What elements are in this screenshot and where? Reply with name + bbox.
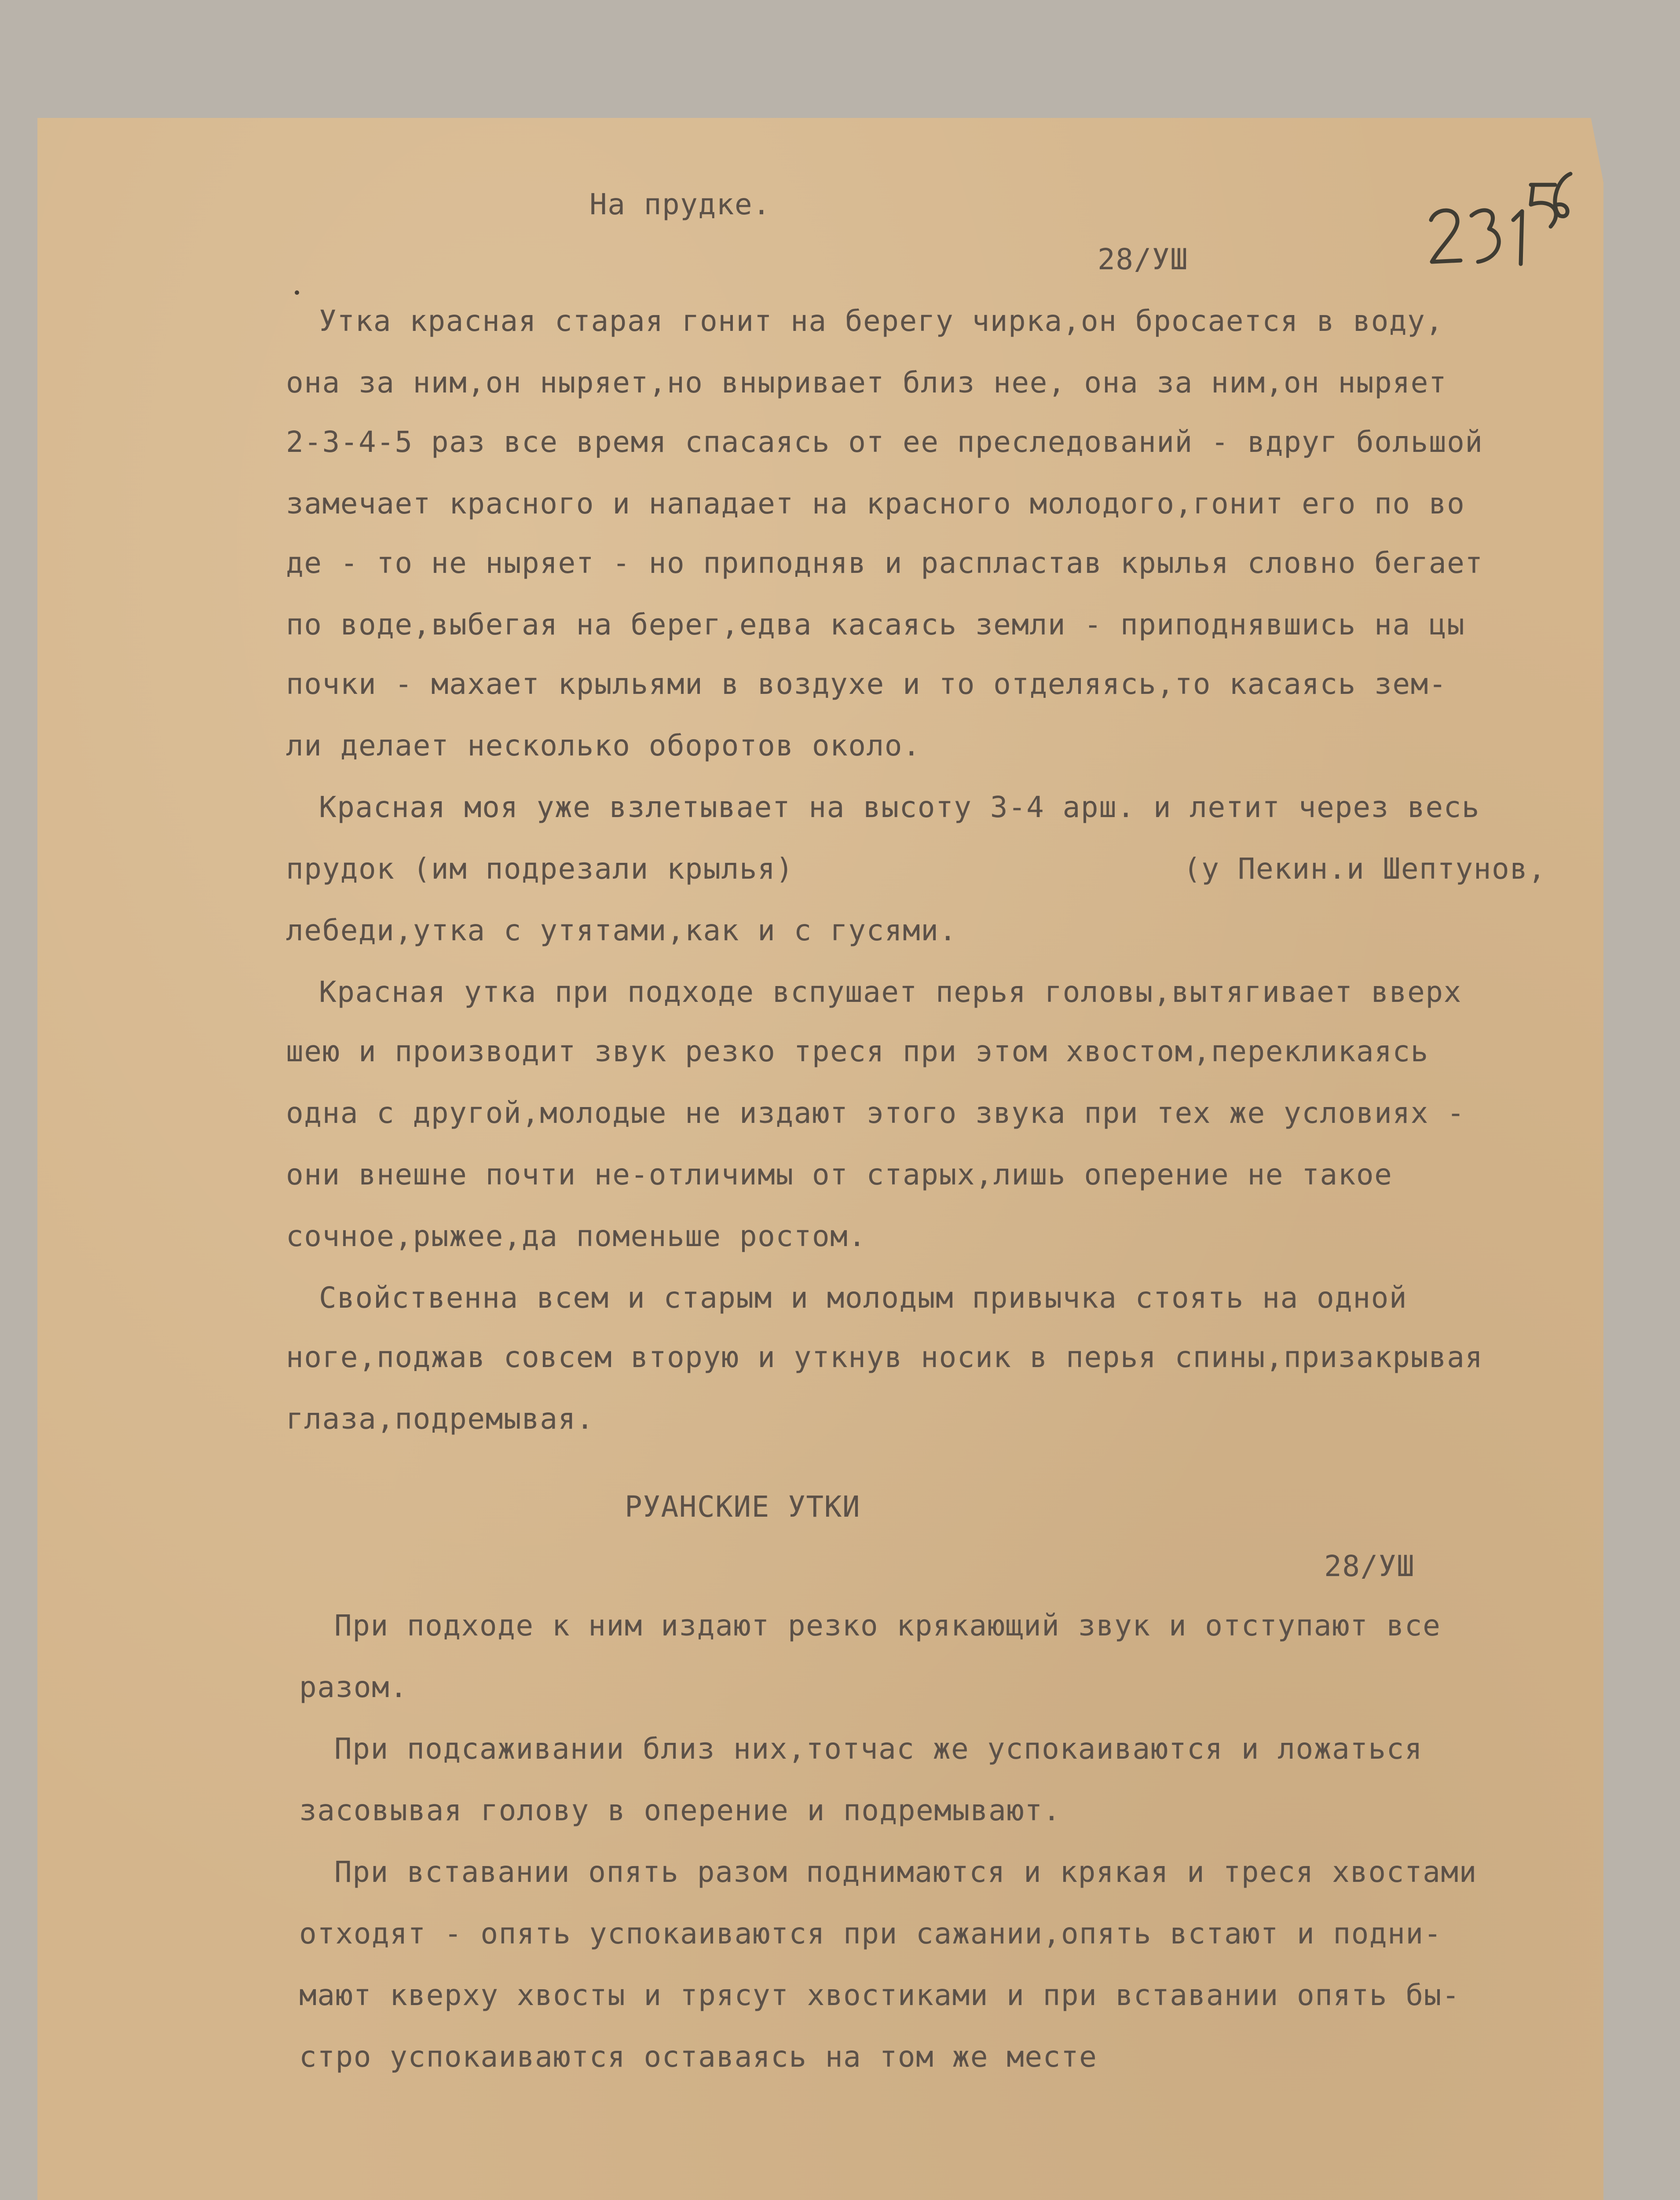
section-date: 28/УШ [1098, 242, 1189, 276]
text-line: Красная моя уже взлетывает на высоту 3-4 арш. и летит через весь [319, 790, 1480, 824]
text-line: 2-3-4-5 раз все время спасаясь от ее преследований - вдруг большой [286, 425, 1483, 459]
text-line: При подсаживании близ них,тотчас же успокаиваются и ложаться [334, 1732, 1423, 1766]
text-line: глаза,подремывая. [286, 1402, 595, 1436]
text-line: Утка красная старая гонит на берегу чирка,он бросается в воду, [319, 304, 1444, 338]
text-line: засовывая голову в оперение и подремывают. [299, 1793, 1061, 1827]
text-line: При вставании опять разом поднимаются и крякая и треся хвостами [334, 1855, 1477, 1889]
text-line: одна с другой,молодые не издают этого звука при тех же условиях - [286, 1096, 1465, 1130]
text-line: стро успокаиваются оставаясь на том же месте [299, 2040, 1098, 2074]
text-line: прудок (им подрезали крылья) [286, 852, 794, 886]
handwritten-page-number [1423, 167, 1573, 282]
stray-ink-dot [295, 290, 299, 295]
text-line: отходят - опять успокаиваются при сажании,опять встают и подни- [299, 1917, 1442, 1951]
text-line: мают кверху хвосты и трясут хвостиками и при вставании опять бы- [299, 1978, 1460, 2012]
text-line: почки - махает крыльями в воздухе и то отделяясь,то касаясь зем- [286, 667, 1447, 701]
text-line: разом. [299, 1670, 408, 1704]
text-line: замечает красного и нападает на красного молодого,гонит его по во [286, 487, 1465, 521]
text-line: ли делает несколько оборотов около. [286, 729, 921, 763]
text-line: де - то не ныряет - но приподняв и распластав крылья словно бегает [286, 546, 1483, 580]
text-line: ноге,поджав совсем вторую и уткнув носик в перья спины,призакрывая [286, 1340, 1483, 1374]
text-line: они внешне почти не-отличимы от старых,лишь оперение не такое [286, 1158, 1393, 1192]
section-title: На прудке. [589, 187, 771, 221]
text-line: При подходе к ним издают резко крякающий звук и отступают все [334, 1609, 1441, 1643]
text-line: (у Пекин.и Шептунов, [1183, 852, 1546, 886]
section-date: 28/УШ [1324, 1549, 1415, 1583]
text-line: Свойственна всем и старым и молодым привычка стоять на одной [319, 1281, 1408, 1315]
text-line: сочное,рыжее,да поменьше ростом. [286, 1219, 867, 1253]
text-line: она за ним,он ныряет,но вныривает близ нее, она за ним,он ныряет [286, 366, 1447, 400]
text-line: шею и производит звук резко треся при этом хвостом,перекликаясь [286, 1034, 1429, 1068]
text-line: Красная утка при подходе вспушает перья головы,вытягивает вверх [319, 975, 1462, 1009]
text-line: лебеди,утка с утятами,как и с гусями. [286, 913, 957, 947]
section-title: РУАНСКИЕ УТКИ [625, 1490, 861, 1524]
text-line: по воде,выбегая на берег,едва касаясь земли - приподнявшись на цы [286, 608, 1465, 642]
